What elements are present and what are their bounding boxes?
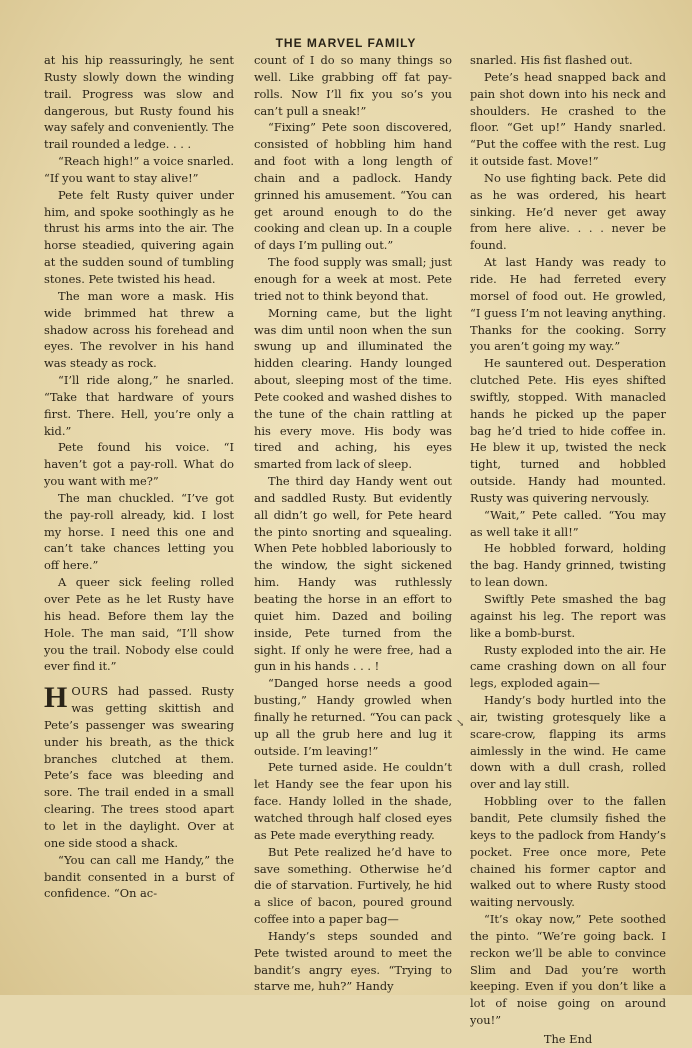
paragraph: “You can call me Handy,” the bandit consented in a burst of confidence. “On ac-: [44, 852, 234, 901]
paragraph: count of I do so many things so well. Like grabbing off fat pay-rolls. Now I’ll fix you so’s you can’t pull a sneak!”: [254, 53, 452, 118]
paragraph: Swiftly Pete smashed the bag against his leg. The report was like a bomb-burst.: [470, 592, 666, 640]
page-header-title: THE MARVEL FAMILY: [275, 36, 417, 50]
text-column-left: [44, 52, 234, 902]
margin-mark: ↘: [456, 718, 465, 729]
paragraph: Handy’s body hurtled into the air, twisting grotesquely like a scare-crow, flapping its arms aimlessly in the wind. He came down with a dull crash, rolled over and lay still.: [470, 693, 666, 792]
paragraph: At last Handy was ready to ride. He had ferreted every morsel of food out. He growled, “I guess I’m not leaving anything. Thanks for the cooking. Sorry you aren’t going my way.”: [470, 255, 666, 354]
paragraph: “It’s okay now,” Pete soothed the pinto. “We’re going back. I reckon we’ll be able to convince Slim and Dad you’re worth keeping. Even if you don’t like a lot of noise going on around you!”: [470, 912, 666, 1028]
paragraph: He sauntered out. Desperation clutched Pete. His eyes shifted swiftly, stopped. With manacled hands he picked up the paper bag he’d tried to hide coffee in. He blew it up, twisted the neck tight, turned and hobbled outside. Handy had mounted. Rusty was quivering nervously.: [470, 356, 666, 505]
paragraph: The third day Handy went out and saddled Rusty. But evidently all didn’t go well, for Pete heard the pinto snorting and squealing. When Pete hobbled laboriously to the window, the sight sickened him. Handy was ruthlessly beating the horse in an effort to quiet him. Dazed and boiling inside, Pete turned from the sight. If only he were free, had a gun in his hands . . . !: [254, 474, 452, 674]
text-column-right: [470, 52, 666, 1048]
paragraph: No use fighting back. Pete did as he was ordered, his heart sinking. He’d never get away from here alive. . . . never be found.: [470, 170, 666, 253]
paragraph: Rusty exploded into the air. He came crashing down on all four legs, exploded again—: [470, 642, 666, 691]
paragraph: The man chuckled. “I’ve got the pay-roll already, kid. I lost my horse. I need this one and can’t take chances letting you off here.”: [44, 490, 234, 573]
paragraph: A queer sick feeling rolled over Pete as he let Rusty have his head. Before them lay the Hole. The man said, “I’ll show you the trail. Nobody else could ever find it.”: [44, 575, 234, 674]
paragraph: Handy’s steps sounded and Pete twisted around to meet the bandit’s angry eyes. “Trying to starve me, huh?” Handy: [254, 928, 452, 994]
paragraph: “Danged horse needs a good busting,” Handy growled when finally he returned. “You can pack up all the grub here and lug it outside. I’m leaving!”: [254, 676, 452, 758]
paragraph: “Wait,” Pete called. “You may as well take it all!”: [470, 507, 666, 539]
paragraph: But Pete realized he’d have to save something. Otherwise he’d die of starvation. Furtively, he hid a slice of bacon, poured ground coffee into a paper bag—: [254, 844, 452, 927]
paragraph: The food supply was small; just enough for a week at most. Pete tried not to think beyond that.: [254, 255, 452, 303]
paragraph: “Fixing” Pete soon discovered, consisted of hobbling him hand and foot with a long length of chain and a padlock. Handy grinned his amusement. “You can get around enough to do the cooking and clean up. In a couple of days I’m pulling out.”: [254, 120, 452, 253]
drop-cap-letter: H: [44, 681, 68, 715]
paragraph: The man wore a mask. His wide brimmed hat threw a shadow across his forehead and eyes. The revolver in his hand was steady as rock.: [44, 288, 234, 371]
paragraph: Pete found his voice. “I haven’t got a pay-roll. What do you want with me?”: [44, 440, 234, 489]
paragraph: “I’ll ride along,” he snarled. “Take that hardware of yours first. There. Hell, you’re only a kid.”: [44, 373, 234, 438]
paragraph: Hobbling over to the fallen bandit, Pete clumsily fished the keys to the padlock from Handy’s pocket. Free once more, Pete chained his former captor and walked out to where Rusty stood waiting nervously.: [470, 794, 666, 910]
paragraph: Pete’s head snapped back and pain shot down into his neck and shoulders. He crashed to the floor. “Get up!” Handy snarled. “Put the coffee with the rest. Lug it outside fast. Move!”: [470, 69, 666, 169]
paragraph: “Reach high!” a voice snarled. “If you want to stay alive!”: [44, 154, 234, 185]
small-caps-word: OURS: [71, 684, 109, 699]
paragraph-dropcap: [44, 683, 234, 851]
paragraph: Pete turned aside. He couldn’t let Handy see the fear upon his face. Handy lolled in the shade, watched through half closed eyes as Pete made everything ready.: [254, 760, 452, 842]
paragraph: Morning came, but the light was dim until noon when the sun swung up and illuminated the hidden clearing. Handy lounged about, sleeping most of the time. Pete cooked and washed dishes to the tune of the chain rattling at his every move. His body was tired and aching, his eyes smarted from lack of sleep.: [254, 305, 452, 472]
paragraph: at his hip reassuringly, he sent Rusty slowly down the winding trail. Progress was slow and dangerous, but Rusty found his way safely and conveniently. The trail rounded a ledge. . . .: [44, 53, 234, 152]
paragraph-text: had passed. Rusty was getting skittish and Pete’s passenger was swearing under his breath, as the thick branches clutched at them. Pete’s face was bleeding and sore. The trail ended in a small clearing. The trees stood apart to let in the daylight. Over at one side stood a shack.: [44, 684, 234, 850]
paragraph: Pete felt Rusty quiver under him, and spoke soothingly as he thrust his arms into the air. The horse steadied, quivering again at the sudden sound of tumbling stones. Pete twisted his head.: [44, 187, 234, 286]
the-end-label: The End: [543, 1031, 593, 1046]
paragraph: He hobbled forward, holding the bag. Handy grinned, twisting to lean down.: [470, 541, 666, 590]
text-column-middle: [254, 52, 452, 995]
paragraph: snarled. His fist flashed out.: [470, 53, 633, 67]
